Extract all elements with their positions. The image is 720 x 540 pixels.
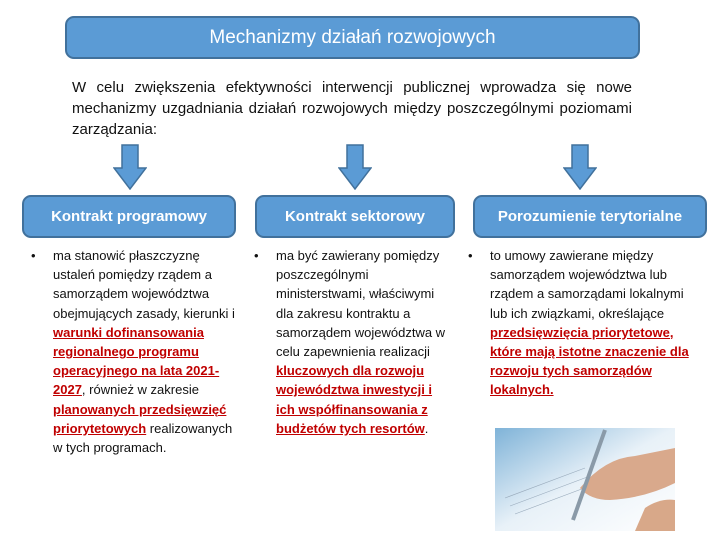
kontrakt-sektorowy-heading: Kontrakt sektorowy (255, 195, 455, 238)
slide-title: Mechanizmy działań rozwojowych (65, 16, 640, 59)
column-text (468, 246, 690, 400)
body-text: realizowanych w tych programach. (53, 420, 233, 456)
highlighted-text: kluczowych dla rozwoju województwa inwestycji i ich współfinansowania z budżetów tych resortów (276, 363, 433, 436)
porozumienie-terytorialne-heading: Porozumienie terytorialne (473, 195, 707, 238)
column-text (31, 246, 238, 457)
body-text: , również w zakresie (81, 382, 199, 398)
kontrakt-programowy-heading: Kontrakt programowy (22, 195, 236, 238)
body-text: ma stanowić płaszczyznę ustaleń pomiędzy rządem a samorządem województwa obejmujących zasady, kierunki i (53, 248, 235, 321)
signing-document-photo (495, 428, 675, 531)
highlighted-text: warunki dofinansowania regionalnego programu operacyjnego na lata 2021-2027 (53, 324, 220, 398)
highlighted-text: planowanych przedsięwzięć priorytetowych (53, 401, 227, 436)
highlighted-text: przedsięwzięcia priorytetowe, które mają istotne znaczenie dla rozwoju tych samorządów lokalnych. (490, 324, 689, 398)
body-text: . (424, 420, 429, 436)
column-text (254, 246, 448, 438)
down-arrow-icon (563, 144, 597, 190)
bullet-icon: • (468, 248, 473, 263)
down-arrow-icon (338, 144, 372, 190)
bullet-icon: • (31, 248, 36, 263)
intro-text: W celu zwiększenia efektywności interwencji publicznej wprowadza się nowe mechanizmy uzgadniania działań rozwojowych między poszczególnymi poziomami zarządzania: (72, 79, 632, 138)
bullet-icon: • (254, 248, 259, 263)
body-text: ma być zawierany pomiędzy poszczególnymi ministerstwami, właściwymi dla zakresu kontraktu a samorządem województwa w celu zapewnienia realizacji (276, 248, 446, 360)
body-text: to umowy zawierane między samorządem województwa lub rządem a samorządami lokalnymi lub ich związkami, określające (490, 248, 684, 321)
down-arrow-icon (113, 144, 147, 190)
